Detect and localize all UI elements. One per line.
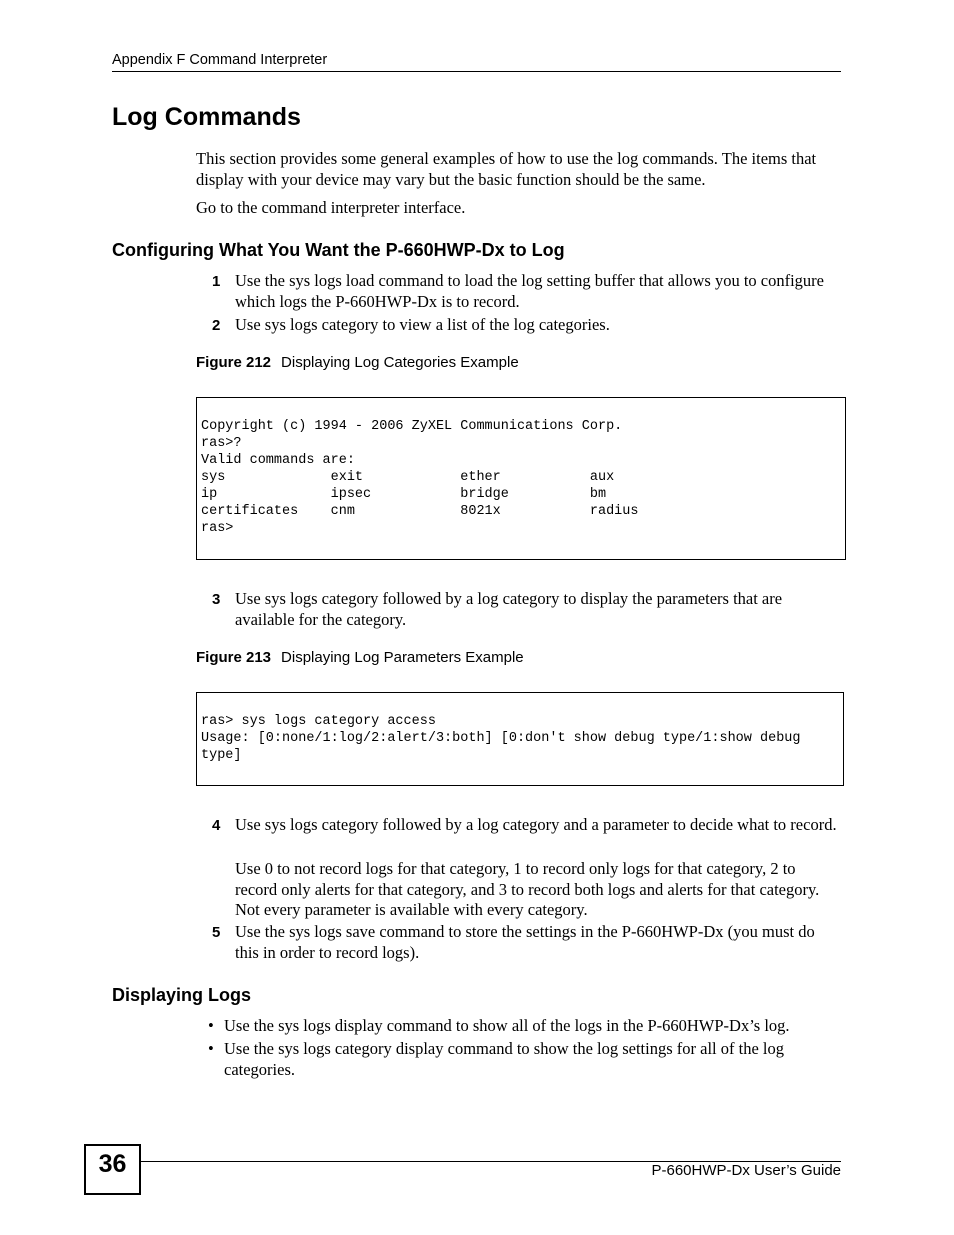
- list-item: Use the sys logs category display command to show the log settings for all of the log categories.: [224, 1039, 784, 1079]
- footer-guide-title: P-660HWP-Dx User’s Guide: [651, 1162, 841, 1179]
- step-number: 2: [212, 317, 221, 334]
- step-number: 3: [212, 591, 221, 608]
- code-block-log-parameters: [196, 692, 844, 786]
- code-line: sys exit ether aux: [201, 470, 615, 485]
- step-text: Use the sys logs save command to store the settings in the P-660HWP-Dx (you must do this in order to record logs).: [235, 922, 815, 962]
- code-line: Copyright (c) 1994 - 2006 ZyXEL Communications Corp.: [201, 419, 623, 434]
- step-number: 5: [212, 924, 221, 941]
- page-number: 36: [98, 1150, 127, 1178]
- code-line: ip ipsec bridge bm: [201, 487, 607, 502]
- step-text: Use sys logs category to view a list of the log categories.: [235, 315, 610, 334]
- step-number: 1: [212, 273, 221, 290]
- list-item: Use the sys logs display command to show all of the logs in the P-660HWP-Dx’s log.: [224, 1016, 790, 1035]
- step-note: Use 0 to not record logs for that category, 1 to record only logs for that category, 2 to record only alerts for that category, and 3 to record both logs and alerts for that category. Not every parameter is available with every category.: [235, 859, 820, 919]
- step-text: Use sys logs category followed by a log category and a parameter to decide what to record.: [235, 815, 837, 834]
- step-text: Use sys logs category followed by a log category to display the parameters that are available for the category.: [235, 589, 783, 629]
- code-line: type]: [201, 748, 242, 763]
- bullet-icon: •: [208, 1039, 214, 1058]
- code-line: ras>?: [201, 436, 242, 451]
- running-header: Appendix F Command Interpreter: [112, 52, 328, 68]
- figure-title: Displaying Log Categories Example: [281, 354, 519, 371]
- intro-paragraph: This section provides some general examples of how to use the log commands. The items that display with your device may vary but the basic function should be the same.: [196, 149, 817, 189]
- code-line: ras>: [201, 521, 234, 536]
- section-heading-displaying-logs: Displaying Logs: [112, 985, 252, 1005]
- intro-instruction: Go to the command interpreter interface.: [196, 198, 466, 217]
- code-line: certificates cnm 8021x radius: [201, 504, 639, 519]
- section-heading-configure: Configuring What You Want the P-660HWP-Dx to Log: [112, 240, 565, 260]
- figure-label: Figure 213: [196, 649, 272, 666]
- page-title: Log Commands: [112, 103, 301, 131]
- figure-caption: [196, 649, 524, 666]
- code-line: Valid commands are:: [201, 453, 355, 468]
- step-number: 4: [212, 817, 221, 834]
- bullet-icon: •: [208, 1016, 214, 1035]
- code-line: Usage: [0:none/1:log/2:alert/3:both] [0:don't show debug type/1:show debug: [201, 731, 801, 746]
- figure-caption: [196, 354, 519, 371]
- figure-title: Displaying Log Parameters Example: [281, 649, 524, 666]
- code-block-log-categories: [196, 397, 846, 560]
- code-line: ras> sys logs category access: [201, 714, 436, 729]
- header-divider: [112, 71, 841, 72]
- figure-label: Figure 212: [196, 354, 272, 371]
- step-text: Use the sys logs load command to load the log setting buffer that allows you to configure which logs the P-660HWP-Dx is to record.: [235, 271, 825, 311]
